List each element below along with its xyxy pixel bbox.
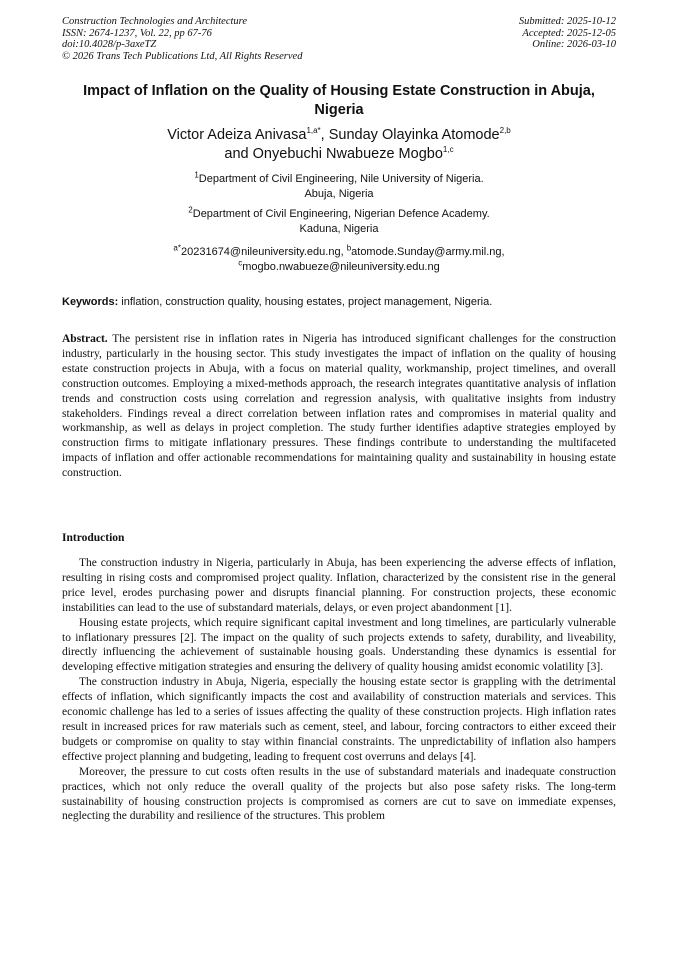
journal-doi: doi:10.4028/p-3axeTZ: [62, 39, 157, 50]
affiliation: [62, 172, 616, 202]
affiliation-department: Department of Civil Engineering, Nigerian Defence Academy.: [192, 208, 490, 220]
author-emails: [62, 245, 616, 275]
author-list: [62, 126, 616, 164]
email-address[interactable]: 20231674@nileuniversity.edu.ng: [180, 246, 341, 258]
author-separator: ,: [320, 127, 329, 143]
journal-issn: ISSN: 2674-1237, Vol. 22, pp 67-76: [62, 27, 212, 39]
email-superscript: c: [238, 258, 243, 268]
affiliation-location: Kaduna, Nigeria: [299, 223, 379, 235]
journal-name: Construction Technologies and Architecture: [62, 16, 248, 27]
keywords: [62, 295, 616, 309]
email-separator: ,: [340, 246, 347, 258]
author-superscript: 1,c: [442, 145, 454, 155]
introduction-body: [62, 556, 616, 824]
author-superscript: 1,a*: [306, 126, 321, 136]
accepted-date: Accepted: 2025-12-05: [522, 27, 616, 39]
author-name: Onyebuchi Nwabueze Mogbo: [252, 146, 443, 162]
abstract: [62, 332, 616, 481]
email-address[interactable]: mogbo.nwabueze@nileuniversity.edu.ng: [242, 261, 440, 273]
email-address[interactable]: atomode.Sunday@army.mil.ng,: [351, 246, 505, 258]
abstract-label: Abstract.: [62, 333, 108, 345]
body-paragraph: Moreover, the pressure to cut costs often results in the use of substandard materials and inadequate construction practices, which not only reduce the overall quality of the projects but also pose safety risks. The long-term sustainability of housing construction projects is compromised as corners are cut to save on immediate expenses, neglecting the durability and resilience of the structures. This problem: [62, 765, 616, 823]
online-date: Online: 2026-03-10: [532, 39, 616, 50]
submission-dates: [416, 16, 616, 51]
journal-copyright: © 2026 Trans Tech Publications Ltd, All Rights Reserved: [62, 50, 303, 62]
author-name: Sunday Olayinka Atomode: [328, 127, 500, 143]
keywords-text: inflation, construction quality, housing estates, project management, Nigeria.: [118, 296, 493, 308]
keywords-label: Keywords:: [62, 296, 119, 308]
body-paragraph: Housing estate projects, which require significant capital investment and long timelines, are particularly vulnerable to inflationary pressures [2]. The impact on the quality of such projects extends to safety, durability, and liveability, directly influencing the achievement of sustainable housing goals. Understanding these dynamics is essential for developing effective mitigation strategies and ensuring the delivery of quality housing amidst economic volatility [3].: [62, 616, 616, 674]
affiliation-number: 1: [194, 170, 199, 180]
email-superscript: b: [346, 243, 352, 253]
abstract-text: The persistent rise in inflation rates in Nigeria has introduced significant challenges for the construction industry, particularly in the housing sector. This study investigates the impact of inflation on the quality of housing estate construction projects in Abuja, with a focus on material quality, workmanship, project timelines, and overall construction outcomes. Employing a mixed-methods approach, the research integrates quantitative analysis of inflation trends and construction costs using correlation and regression analysis, with qualitative insights from industry stakeholders. Findings reveal a direct correlation between inflation rates and compromises in material quality and workmanship, as well as delays in project completion. The study further identifies adaptive strategies employed by construction firms to mitigate inflationary pressures. These findings contribute to understanding the multifaceted impacts of inflation and offer actionable recommendations for maintaining quality and sustainability in housing estate construction.: [62, 333, 616, 480]
affiliation-number: 2: [188, 205, 193, 215]
author-superscript: 2,b: [499, 126, 511, 136]
author-conjunction: and: [224, 146, 253, 162]
paper-title: Impact of Inflation on the Quality of Housing Estate Construction in Abuja, Nigeria: [83, 83, 595, 118]
section-heading-introduction: Introduction: [62, 532, 125, 544]
affiliation: [62, 207, 616, 237]
author-name: Victor Adeiza Anivasa: [167, 127, 307, 143]
body-paragraph: The construction industry in Abuja, Nigeria, especially the housing estate sector is grappling with the detrimental effects of inflation, which significantly impacts the cost and availability of construction materials and services. This economic challenge has led to a series of issues affecting the quality of these construction projects. High inflation rates result in increased prices for raw materials such as cement, steel, and labour, forcing contractors to either exceed their budgets or compromise on quality to stay within financial constraints. The unpredictability of inflation also hampers effective project planning and budgeting, leading to frequent cost overruns and delays [4].: [62, 676, 616, 763]
submitted-date: Submitted: 2025-10-12: [518, 16, 616, 27]
affiliation-department: Department of Civil Engineering, Nile University of Nigeria.: [198, 173, 484, 185]
affiliation-location: Abuja, Nigeria: [304, 188, 374, 200]
email-superscript: a*: [173, 243, 181, 253]
abstract-paragraph: [62, 332, 616, 481]
body-paragraph: The construction industry in Nigeria, particularly in Abuja, has been experiencing the adverse effects of inflation, resulting in rising costs and compromised project quality. Inflation, characterized by the consistent rise in the general price level, erodes purchasing power and disrupts financial planning. For construction projects, these economic instabilities can lead to the use of substandard materials, delays, or even project abandonment [1].: [62, 557, 616, 614]
journal-info: [62, 16, 392, 62]
